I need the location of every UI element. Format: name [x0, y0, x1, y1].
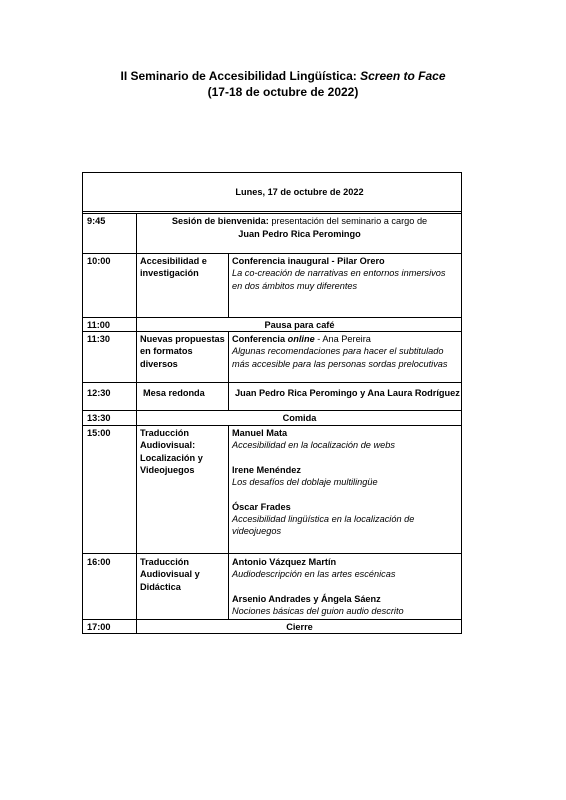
row-divider	[83, 382, 461, 383]
welcome-text: presentación del seminario a cargo de	[268, 216, 428, 226]
session-content	[232, 255, 458, 292]
break-label: Pausa para café	[264, 320, 335, 330]
lunch-label: Comida	[282, 413, 317, 423]
talk-description: Accesibilidad lingüística en la localización de videojuegos	[232, 514, 415, 537]
time-cell: 17:00	[87, 622, 111, 632]
page-title-text: II Seminario de Accesibilidad Lingüística:	[120, 69, 361, 83]
time-cell: 13:30	[87, 413, 111, 423]
talk-speaker: Antonio Vázquez Martín	[232, 557, 337, 567]
talk-title-online: online	[287, 334, 315, 344]
welcome-speaker: Juan Pedro Rica Peromingo	[238, 229, 361, 239]
session-topic: Nuevas propuestas en formatos diversos	[140, 334, 225, 369]
talk-description: Nociones básicas del guion audio descrito	[232, 606, 404, 617]
session-topic: Mesa redonda	[143, 388, 205, 398]
schedule-table	[82, 172, 462, 634]
session-content	[232, 427, 458, 538]
row-divider	[83, 425, 461, 426]
time-cell: 10:00	[87, 256, 111, 266]
time-cell: 12:30	[87, 388, 111, 398]
session-content	[232, 333, 458, 370]
time-cell: 9:45	[87, 216, 106, 226]
time-cell: 16:00	[87, 557, 111, 567]
talk-description: Los desafíos del doblaje multilingüe	[232, 477, 378, 488]
time-cell: 15:00	[87, 428, 111, 438]
talk-speaker: Óscar Frades	[232, 501, 291, 512]
talk-title	[232, 333, 458, 345]
row-divider	[83, 619, 461, 620]
row-divider	[83, 317, 461, 318]
row-divider	[83, 410, 461, 411]
talk-description: Audiodescripción en las artes escénicas	[232, 569, 396, 580]
talk-speaker: Arsenio Andrades y Ángela Sáenz	[232, 593, 381, 604]
talk-description: Accesibilidad en la localización de webs	[232, 440, 395, 451]
talk-speaker: Irene Menéndez	[232, 464, 301, 475]
session-topic: Traducción Audiovisual y Didáctica	[140, 557, 200, 592]
talk-title-part: Conferencia	[232, 334, 288, 344]
row-divider	[83, 553, 461, 554]
welcome-label: Sesión de bienvenida:	[171, 216, 269, 226]
row-divider	[83, 253, 461, 254]
welcome-session	[137, 215, 462, 227]
page-title	[0, 68, 566, 84]
talk-description: Algunas recomendaciones para hacer el subtitulado más accesible para las personas sordas prelocutivas	[232, 346, 448, 369]
closing-label: Cierre	[286, 622, 313, 632]
talk-title: Conferencia inaugural - Pilar Orero	[232, 256, 385, 266]
time-cell: 11:00	[87, 320, 110, 330]
day-header: Lunes, 17 de octubre de 2022	[235, 187, 364, 197]
page-title-italic: Screen to Face	[360, 69, 446, 83]
session-topic: Traducción Audiovisual: Localización y Videojuegos	[140, 428, 203, 476]
page-subtitle-dates: (17-18 de octubre de 2022)	[207, 85, 359, 99]
time-cell: 11:30	[87, 334, 110, 344]
session-content	[232, 556, 458, 618]
row-divider	[83, 213, 461, 214]
talk-title-speaker: - Ana Pereira	[314, 334, 371, 344]
talk-description: La co-creación de narrativas en entornos inmersivos en dos ámbitos muy diferentes	[232, 268, 446, 291]
row-divider	[83, 211, 461, 212]
session-topic: Accesibilidad e investigación	[140, 256, 207, 279]
talk-speaker: Manuel Mata	[232, 428, 288, 438]
panel-speakers: Juan Pedro Rica Peromingo y Ana Laura Rodríguez	[235, 388, 460, 398]
